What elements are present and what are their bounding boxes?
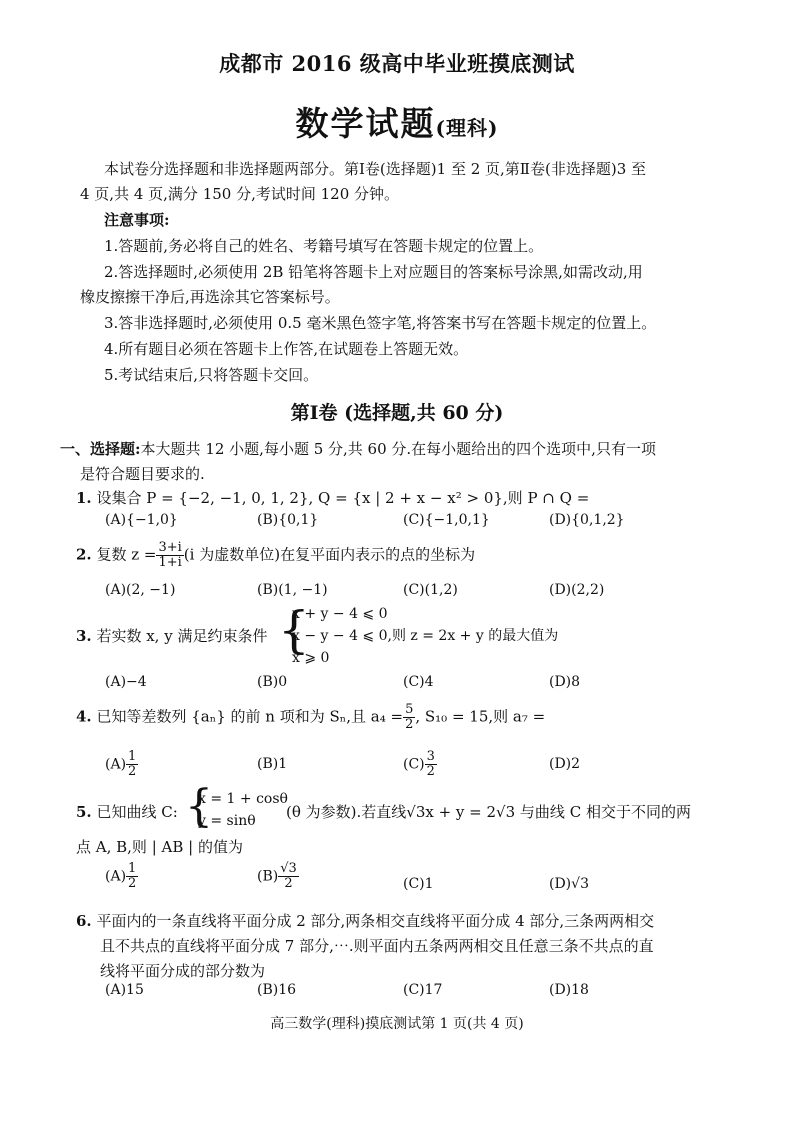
option-label: (C) bbox=[403, 756, 425, 773]
option-d: (D)8 bbox=[549, 674, 581, 690]
notes-title: 注意事项: bbox=[104, 211, 170, 229]
question-text: 且不共点的直线将平面分成 7 部分,⋯.则平面内五条两两相交且任意三条不共点的直 bbox=[100, 937, 654, 955]
question-text: 点 A, B,则 | AB | 的值为 bbox=[76, 838, 243, 856]
fraction-numerator: 1 bbox=[128, 749, 137, 764]
fraction bbox=[403, 703, 415, 732]
option-a: (A)15 bbox=[105, 982, 144, 998]
option-d: (D){0,1,2} bbox=[549, 512, 625, 528]
part-text: 本大题共 12 小题,每小题 5 分,共 60 分.在每小题给出的四个选项中,只有一项 bbox=[140, 440, 656, 458]
option-b: (B){0,1} bbox=[257, 512, 319, 528]
constraint-2: x − y − 4 ⩽ 0,则 z = 2x + y 的最大值为 bbox=[292, 628, 559, 644]
question-text: 设集合 P = {−2, −1, 0, 1, 2}, Q = {x | 2 + x − x² > 0},则 P ∩ Q = bbox=[96, 489, 590, 507]
fraction-numerator: √3 bbox=[280, 861, 297, 876]
note-item: 橡皮擦擦干净后,再选涂其它答案标号。 bbox=[80, 288, 340, 306]
option-c: (C)1 bbox=[403, 876, 434, 892]
question-text: 平面内的一条直线将平面分成 2 部分,两条相交直线将平面分成 4 部分,三条两两相交 bbox=[96, 912, 655, 930]
note-item: 5.考试结束后,只将答题卡交回。 bbox=[104, 366, 319, 384]
note-item: 2.答选择题时,必须使用 2B 铅笔将答题卡上对应题目的答案标号涂黑,如需改动,用 bbox=[104, 263, 643, 281]
option-a bbox=[105, 862, 138, 891]
option-label: (A) bbox=[105, 868, 127, 885]
fraction bbox=[425, 750, 437, 779]
option-label: (B) bbox=[257, 868, 279, 885]
option-d: (D)18 bbox=[549, 982, 589, 998]
option-b: (B)(1, −1) bbox=[257, 582, 328, 598]
note-item: 3.答非选择题时,必须使用 0.5 毫米黑色签字笔,将答案书写在答题卡规定的位置上。 bbox=[104, 314, 657, 332]
question-text: (θ 为参数).若直线√3x + y = 2√3 与曲线 C 相交于不同的两 bbox=[286, 803, 691, 821]
fraction-denominator: 1+i bbox=[158, 555, 182, 570]
section-title: 第Ⅰ卷 (选择题,共 60 分) bbox=[290, 402, 504, 424]
fraction bbox=[126, 750, 138, 779]
part-label: 一、选择题: bbox=[60, 440, 141, 458]
question-number: 4. bbox=[76, 707, 92, 726]
option-d: (D)√3 bbox=[549, 876, 589, 892]
question-4-stem bbox=[76, 703, 545, 732]
option-a: (A){−1,0} bbox=[105, 512, 178, 528]
option-b: (B)16 bbox=[257, 982, 297, 998]
fraction bbox=[126, 862, 138, 891]
note-item: 4.所有题目必须在答题卡上作答,在试题卷上答题无效。 bbox=[104, 340, 469, 358]
brace-symbol: { bbox=[278, 601, 310, 659]
question-number: 6. bbox=[76, 912, 92, 930]
question-1-stem bbox=[76, 486, 589, 510]
fraction-denominator: 2 bbox=[128, 876, 137, 891]
subject-title-sub: (理科) bbox=[435, 116, 499, 140]
note-item: 1.答题前,务必将自己的姓名、考籍号填写在答题卡规定的位置上。 bbox=[104, 237, 544, 255]
option-c bbox=[403, 750, 437, 779]
exam-title: 成都市 2016 级高中毕业班摸底测试 bbox=[219, 51, 575, 76]
constraint-3: x ⩾ 0 bbox=[292, 650, 330, 666]
question-text: 若实数 x, y 满足约束条件 bbox=[96, 627, 268, 645]
question-text: , S₁₀ = 15,则 a₇ = bbox=[415, 707, 546, 726]
option-a: (A)(2, −1) bbox=[105, 582, 176, 598]
fraction-numerator: 3+i bbox=[158, 540, 182, 555]
fraction bbox=[156, 541, 183, 570]
question-6-stem bbox=[76, 909, 654, 933]
question-text: (i 为虚数单位)在复平面内表示的点的坐标为 bbox=[183, 545, 476, 564]
question-2-stem bbox=[76, 541, 475, 570]
constraint-1: x + y − 4 ⩽ 0 bbox=[292, 606, 388, 622]
option-c: (C){−1,0,1} bbox=[403, 512, 490, 528]
option-label: (A) bbox=[105, 756, 127, 773]
brace-symbol: { bbox=[185, 781, 213, 832]
question-number: 2. bbox=[76, 545, 92, 564]
option-b: (B)0 bbox=[257, 674, 288, 690]
curve-equation-2: y = sinθ bbox=[198, 813, 256, 829]
fraction-denominator: 2 bbox=[405, 717, 414, 732]
question-number: 1. bbox=[76, 489, 92, 507]
fraction-numerator: 3 bbox=[426, 749, 435, 764]
option-c: (C)4 bbox=[403, 674, 434, 690]
option-a bbox=[105, 750, 138, 779]
fraction-denominator: 2 bbox=[284, 876, 293, 891]
option-d: (D)2 bbox=[549, 756, 581, 772]
intro-line-2: 4 页,共 4 页,满分 150 分,考试时间 120 分钟。 bbox=[80, 185, 400, 203]
fraction-numerator: 5 bbox=[405, 702, 414, 717]
fraction-numerator: 1 bbox=[128, 861, 137, 876]
option-c: (C)(1,2) bbox=[403, 582, 458, 598]
option-b bbox=[257, 862, 299, 891]
subject-title-main: 数学试题 bbox=[295, 104, 436, 143]
question-number: 5. bbox=[76, 803, 92, 821]
curve-equation-1: x = 1 + cosθ bbox=[198, 791, 288, 807]
part-intro-line-1 bbox=[60, 437, 656, 461]
question-text: 已知曲线 C: bbox=[96, 803, 178, 821]
part-intro-line-2: 是符合题目要求的. bbox=[80, 465, 205, 483]
question-text: 复数 z = bbox=[96, 545, 157, 564]
question-number: 3. bbox=[76, 627, 92, 645]
question-3-stem bbox=[76, 624, 267, 648]
option-b: (B)1 bbox=[257, 756, 288, 772]
option-a: (A)−4 bbox=[105, 674, 147, 690]
question-5-stem bbox=[76, 800, 178, 824]
option-c: (C)17 bbox=[403, 982, 443, 998]
fraction bbox=[278, 862, 299, 891]
subject-title bbox=[0, 98, 794, 145]
question-text: 线将平面分成的部分数为 bbox=[100, 962, 266, 980]
fraction-denominator: 2 bbox=[128, 764, 137, 779]
fraction-denominator: 2 bbox=[426, 764, 435, 779]
option-d: (D)(2,2) bbox=[549, 582, 605, 598]
page-footer: 高三数学(理科)摸底测试第 1 页(共 4 页) bbox=[270, 1016, 524, 1032]
intro-line-1: 本试卷分选择题和非选择题两部分。第Ⅰ卷(选择题)1 至 2 页,第Ⅱ卷(非选择题)3 至 bbox=[104, 160, 647, 178]
question-text: 已知等差数列 {aₙ} 的前 n 项和为 Sₙ,且 a₄ = bbox=[96, 707, 404, 726]
